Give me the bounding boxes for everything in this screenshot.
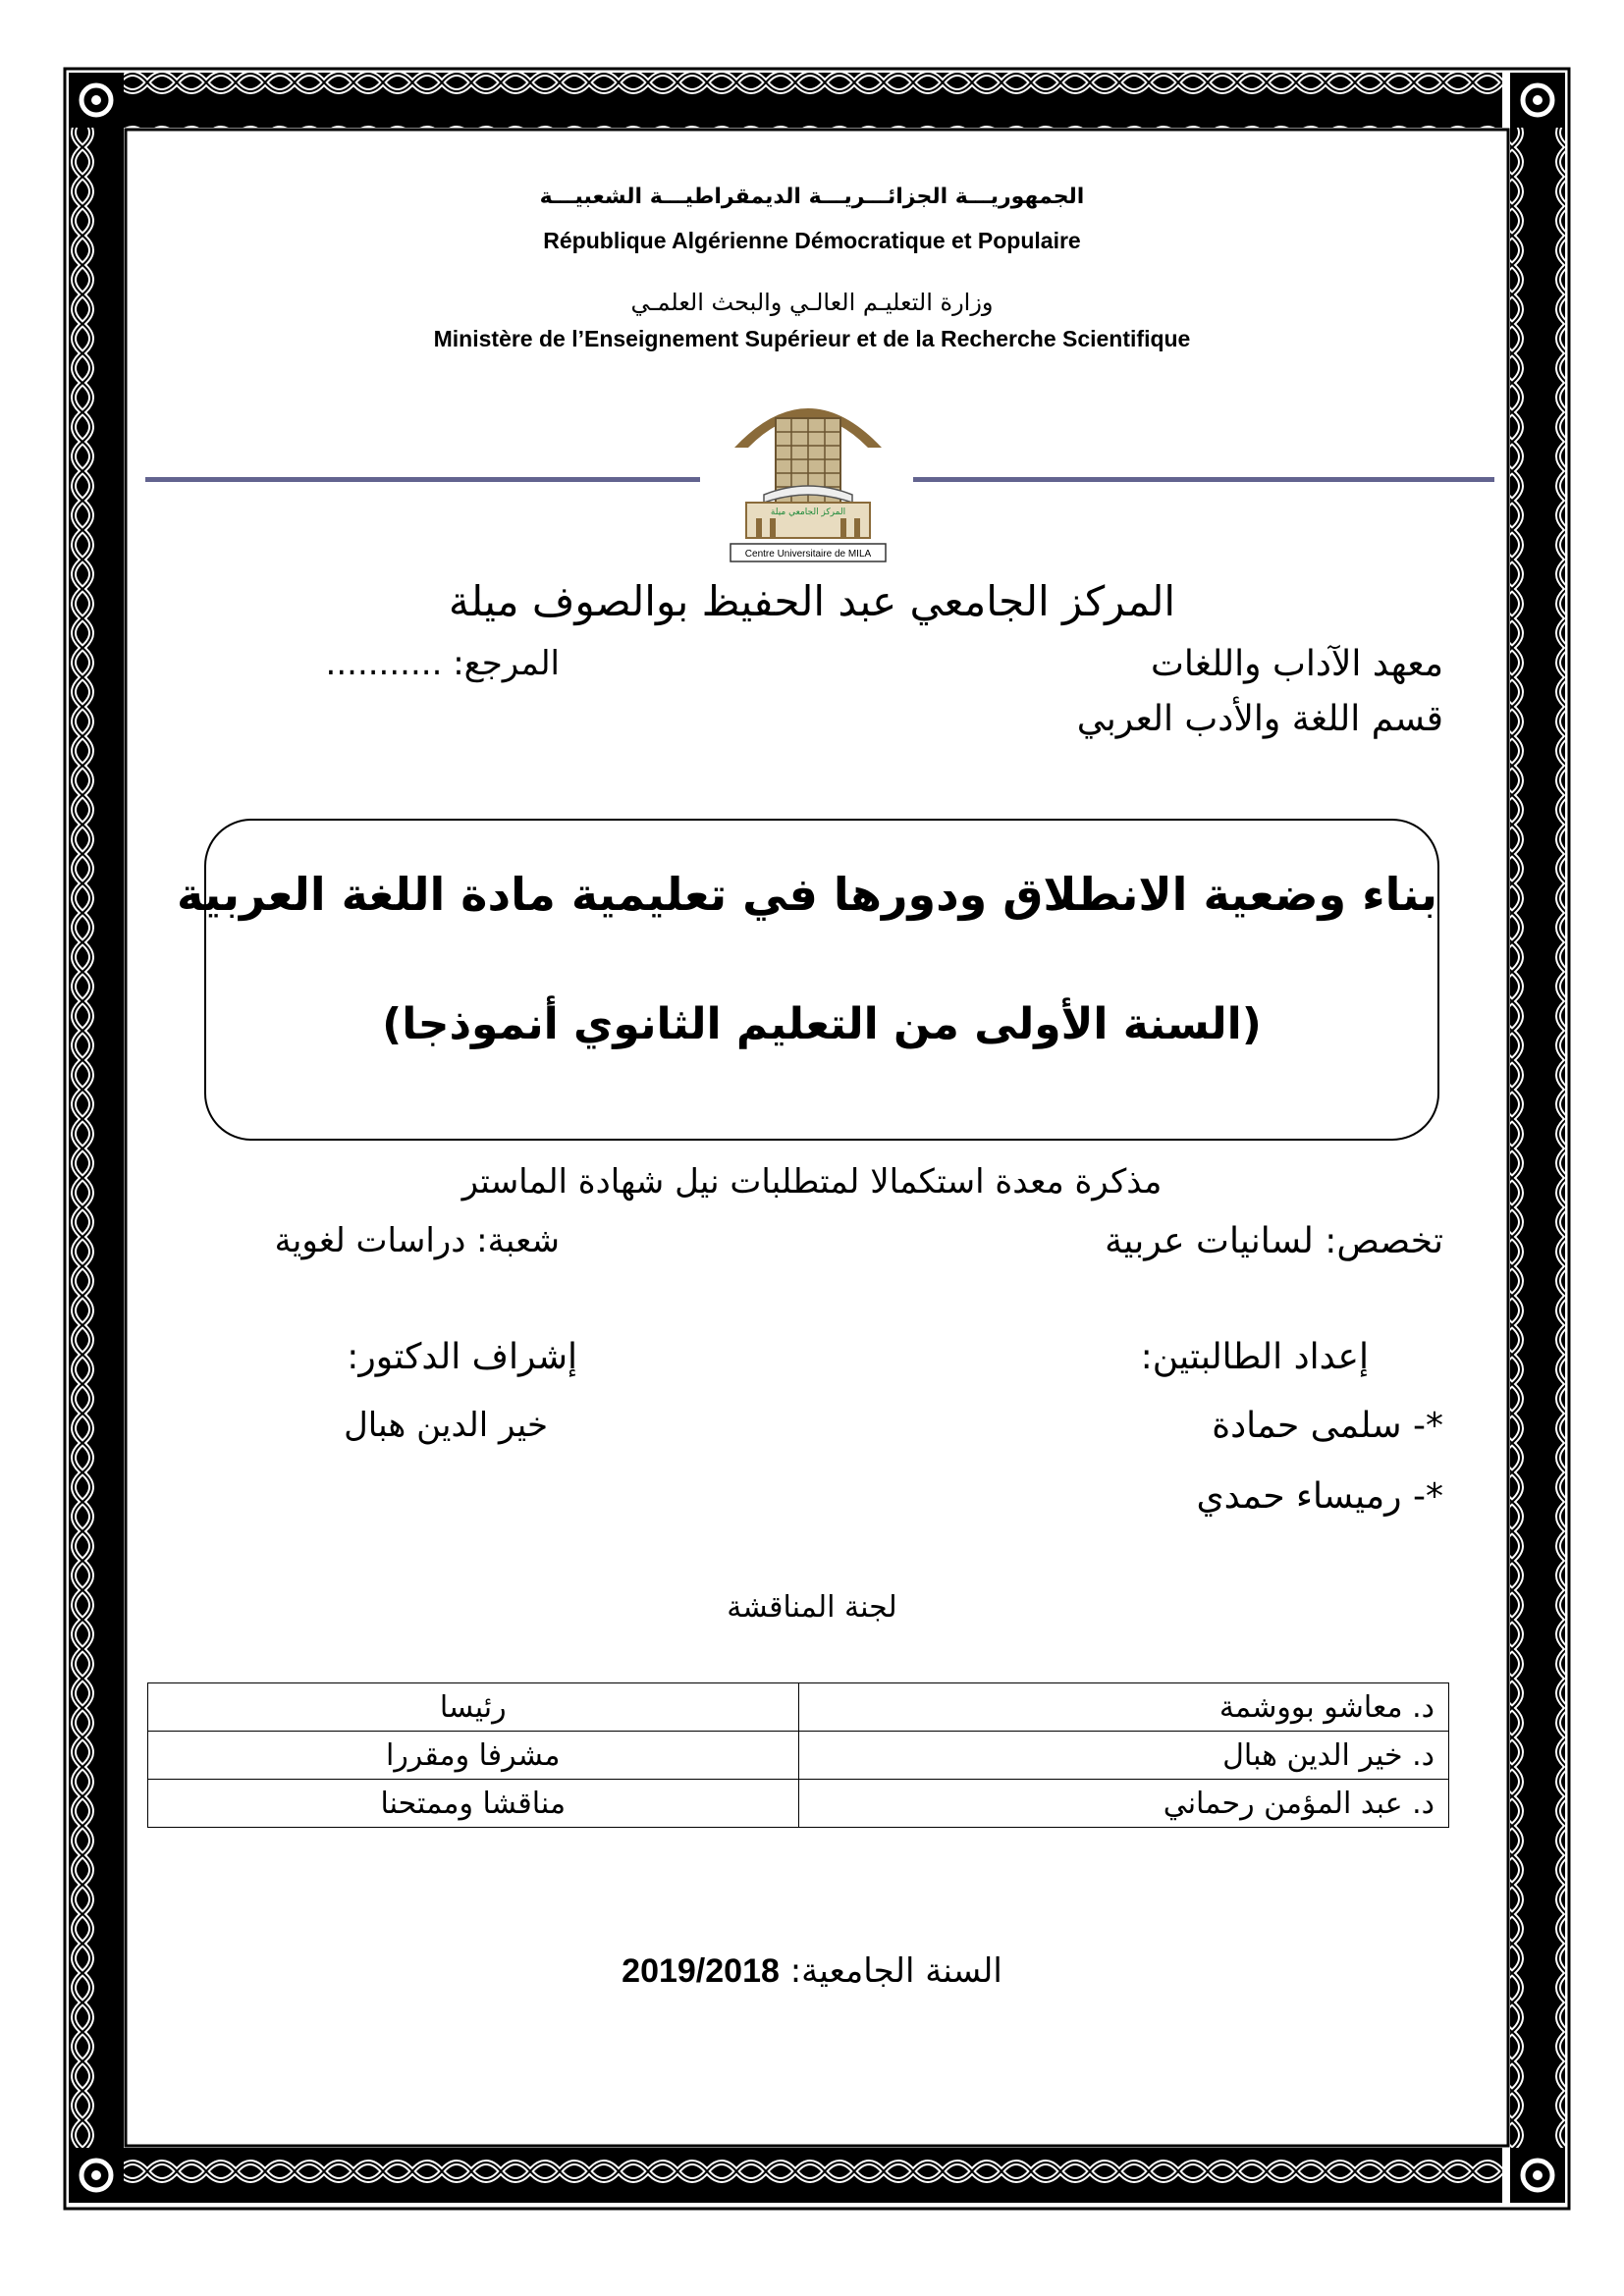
supervisor-name: خير الدين هبال bbox=[344, 1406, 548, 1445]
member-name: د. عبد المؤمن رحماني bbox=[798, 1780, 1449, 1828]
student-2: *- رميساء حمدي bbox=[1196, 1476, 1443, 1517]
logo-caption: Centre Universitaire de MILA bbox=[744, 549, 872, 560]
branch: شعبة: دراسات لغوية bbox=[274, 1221, 560, 1260]
member-role: رئيسا bbox=[148, 1683, 799, 1732]
thesis-title: بناء وضعية الانطلاق ودورها في تعليمية مادة اللغة العربية bbox=[177, 868, 1437, 921]
committee-table bbox=[147, 1682, 1449, 1828]
supervisor-label: إشراف الدكتور: bbox=[347, 1337, 577, 1377]
table-row bbox=[148, 1683, 1449, 1732]
member-name: د. خير الدين هبال bbox=[798, 1732, 1449, 1780]
republic-french: République Algérienne Démocratique et Populaire bbox=[543, 228, 1081, 253]
university-logo bbox=[725, 379, 892, 565]
logo-inner-text: المركز الجامعي ميلة bbox=[770, 507, 846, 517]
memo-statement: مذكرة معدة استكمالا لمتطلبات نيل شهادة الماستر bbox=[461, 1162, 1163, 1201]
left-rule-line bbox=[145, 477, 700, 482]
institution-name: المركز الجامعي عبد الحفيظ بوالصوف ميلة bbox=[448, 577, 1176, 625]
table-row bbox=[148, 1732, 1449, 1780]
prepared-by-label: إعداد الطالبتين: bbox=[1140, 1337, 1369, 1377]
table-row bbox=[148, 1780, 1449, 1828]
institute-name: معهد الآداب واللغات bbox=[1151, 644, 1443, 684]
academic-year bbox=[0, 1951, 1624, 1991]
republic-arabic: الجمهوريـــة الجزائـــريـــة الديمقراطيـــة الشعبيـــة bbox=[539, 185, 1085, 209]
specialty: تخصص: لسانيات عربية bbox=[1105, 1221, 1443, 1261]
reference-field: المرجع: ........... bbox=[325, 644, 560, 683]
academic-year-value: 2019/2018 bbox=[622, 1952, 780, 1990]
member-name: د. معاشو بووشمة bbox=[798, 1683, 1449, 1732]
student-1: *- سلمى حمادة bbox=[1212, 1406, 1443, 1446]
department-name: قسم اللغة والأدب العربي bbox=[1076, 699, 1443, 739]
member-role: مشرفا ومقررا bbox=[148, 1732, 799, 1780]
right-rule-line bbox=[913, 477, 1494, 482]
ministry-arabic: وزارة التعليـم العالـي والبحث العلمـي bbox=[630, 289, 994, 316]
thesis-title-box bbox=[177, 819, 1439, 1141]
thesis-subtitle: (السنة الأولى من التعليم الثانوي أنموذجا) bbox=[382, 999, 1262, 1049]
member-role: مناقشا وممتحنا bbox=[148, 1780, 799, 1828]
academic-year-label: السنة الجامعية: bbox=[779, 1951, 1002, 1991]
ministry-french: Ministère de l’Enseignement Supérieur et de la Recherche Scientifique bbox=[433, 326, 1191, 351]
committee-title: لجنة المناقشة bbox=[727, 1590, 897, 1625]
